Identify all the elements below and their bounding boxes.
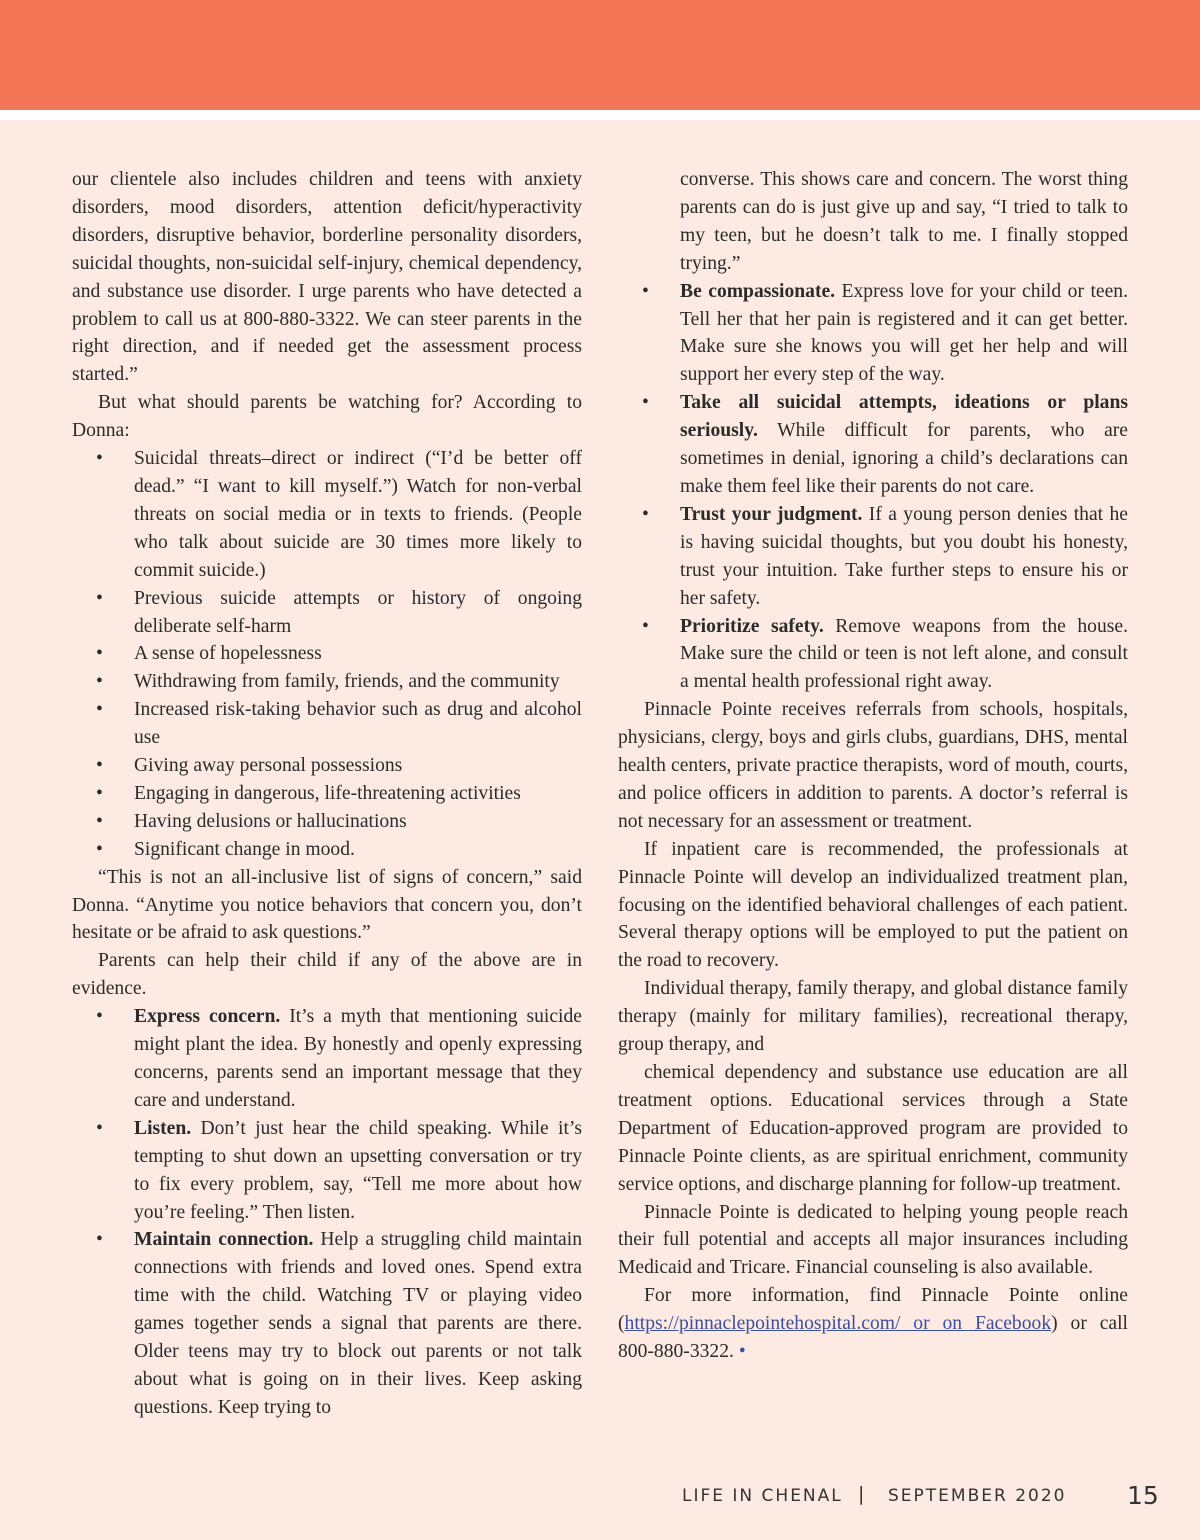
continuation-block [618, 166, 1128, 278]
page-footer [0, 1480, 1200, 1514]
bullet-icon: • [96, 1006, 103, 1028]
tip-text: It’s a myth that mentioning suicide might plant the idea. By honestly and openly expressing concerns, parents send an important message that they care and understand. [134, 1006, 582, 1111]
end-mark-icon: • [738, 1341, 746, 1363]
article-column-right [618, 166, 1128, 1366]
quote-paragraph: “This is not an all-inclusive list of signs of concern,” said Donna. “Anytime you notice behaviors that concern you, don’t hesitate or be afraid to ask questions.” [72, 866, 582, 944]
tip-text: Express love for your child or teen. Tell her that her pain is registered and it can get better. Make sure she knows you will get her help and will support her every step of the way. [680, 280, 1128, 386]
bullet-icon: • [96, 838, 103, 860]
intro-paragraph: our clientele also includes children and teens with anxiety disorders, mood disorders, attention deficit/hyperactivity disorders, disruptive behavior, borderline personality disorders, suicidal thoughts, non-suicidal self-injury, chemical dependency, and substance use disorder. I urge parents who have detected a problem to call us at 800-880-3322. We can steer parents in the right direction, and if needed get the assessment process started.” [72, 169, 582, 386]
bullet-icon: • [96, 448, 103, 470]
tip-title: Listen. [134, 1117, 192, 1139]
help-intro-paragraph: Parents can help their child if any of the above are in evidence. [72, 950, 582, 1000]
parent-tips-list-continued [618, 278, 1128, 697]
bullet-icon: • [96, 671, 103, 693]
list-item [618, 501, 1128, 613]
header-divider [0, 110, 1200, 120]
article-column-left [72, 166, 582, 1422]
bullet-icon: • [96, 755, 103, 777]
list-item: • Giving away personal possessions [72, 752, 582, 780]
tip-text: If a young person denies that he is having suicidal thoughts, but you doubt his honesty, trust your intuition. Take further steps to ensure his or her safety. [680, 503, 1128, 609]
more-info-paragraph: For more information, find Pinnacle Pointe online (https://pinnaclepointehospital.com/ or on Facebook) or call 800-880-3322. • [618, 1285, 1128, 1363]
bullet-icon: • [96, 643, 103, 665]
tip-title: Prioritize safety. [680, 615, 824, 637]
list-item: • Increased risk-taking behavior such as drug and alcohol use [72, 696, 582, 752]
tip-title: Be compassionate. [680, 280, 836, 302]
parent-tips-list [72, 1003, 582, 1422]
bullet-icon: • [96, 699, 103, 721]
bullet-icon: • [642, 503, 649, 525]
tip-title: Express concern. [134, 1006, 281, 1028]
bullet-icon: • [96, 587, 103, 609]
list-item: • Significant change in mood. [72, 836, 582, 864]
list-item: • Engaging in dangerous, life-threatening activities [72, 780, 582, 808]
question-paragraph: But what should parents be watching for? According to Donna: [72, 392, 582, 442]
list-item [72, 1003, 582, 1115]
tip-title: Take all suicidal attempts, ideations or plans seriously. [680, 392, 1128, 442]
tip-text: Help a struggling child maintain connections with friends and loved ones. Spend extra time with the child. Watching TV or playing video games together sends a signal that parents are there. Older teens may try to block out parents or not talk about what is going on in their lives. Keep asking questions. Keep trying to [134, 1229, 582, 1418]
bullet-icon: • [96, 1229, 103, 1251]
bullet-icon: • [642, 615, 649, 637]
list-item [618, 613, 1128, 697]
tip-title: Trust your judgment. [680, 503, 863, 525]
tip-title: Maintain connection. [134, 1229, 314, 1251]
magazine-name: LIFE IN CHENAL [682, 1486, 843, 1506]
tip-text: Don’t just hear the child speaking. While it’s tempting to shut down an upsetting conversation or try to fix every problem, say, “Tell me more about how you’re feeling.” Then listen. [134, 1117, 582, 1223]
list-item: • Withdrawing from family, friends, and the community [72, 668, 582, 696]
bullet-icon: • [96, 1117, 103, 1139]
bullet-icon: • [96, 782, 103, 804]
list-item: • Having delusions or hallucinations [72, 808, 582, 836]
list-item: • A sense of hopelessness [72, 640, 582, 668]
list-item: • Previous suicide attempts or history of ongoing deliberate self-harm [72, 585, 582, 641]
referrals-paragraph: Pinnacle Pointe receives referrals from schools, hospitals, physicians, clergy, boys and girls clubs, guardians, DHS, mental health centers, private practice therapists, word of mouth, courts, and police officers in addition to parents. A doctor’s referral is not necessary for an assessment or treatment. [618, 699, 1128, 832]
bullet-icon: • [642, 392, 649, 414]
page-number: 15 [1127, 1481, 1159, 1510]
therapies-paragraph: Individual therapy, family therapy, and global distance family therapy (mainly for military families), recreational therapy, group therapy, and [618, 978, 1128, 1056]
issue-date: SEPTEMBER 2020 [888, 1486, 1067, 1506]
dedicated-paragraph: Pinnacle Pointe is dedicated to helping young people reach their full potential and accepts all major insurances including Medicaid and Tricare. Financial counseling is also available. [618, 1201, 1128, 1279]
header-color-band [0, 0, 1200, 110]
list-item [72, 1226, 582, 1421]
website-link[interactable]: https://pinnaclepointehospital.com/ or on Facebook [624, 1313, 1052, 1335]
footer-separator: | [858, 1483, 865, 1505]
warning-signs-list [72, 445, 582, 864]
list-item: • Suicidal threats–direct or indirect (“I’d be better off dead.” “I want to kill myself.”) Watch for non-verbal threats on social media or in texts to friends. (People who talk about suicide are 30 times more likely to commit suicide.) [72, 445, 582, 585]
tip-text: While difficult for parents, who are sometimes in denial, ignoring a child’s declarations can make them feel like their parents do not care. [680, 420, 1128, 497]
list-item [618, 389, 1128, 501]
list-item: converse. This shows care and concern. The worst thing parents can do is just give up and say, “I tried to talk to my teen, but he doesn’t talk to me. I finally stopped trying.” [680, 169, 1128, 274]
bullet-icon: • [96, 810, 103, 832]
bullet-icon: • [642, 280, 649, 302]
list-item [618, 278, 1128, 390]
tip-text: Remove weapons from the house. Make sure the child or teen is not left alone, and consult a mental health professional right away. [680, 615, 1129, 693]
list-item [72, 1115, 582, 1227]
treatment-options-paragraph: chemical dependency and substance use education are all treatment options. Educational services through a State Department of Education-approved program are provided to Pinnacle Pointe clients, as are spiritual enrichment, community service options, and discharge planning for follow-up treatment. [618, 1062, 1128, 1195]
inpatient-paragraph: If inpatient care is recommended, the professionals at Pinnacle Pointe will develop an individualized treatment plan, focusing on the identified behavioral challenges of each patient. Several therapy options will be employed to put the patient on the road to recovery. [618, 838, 1128, 972]
